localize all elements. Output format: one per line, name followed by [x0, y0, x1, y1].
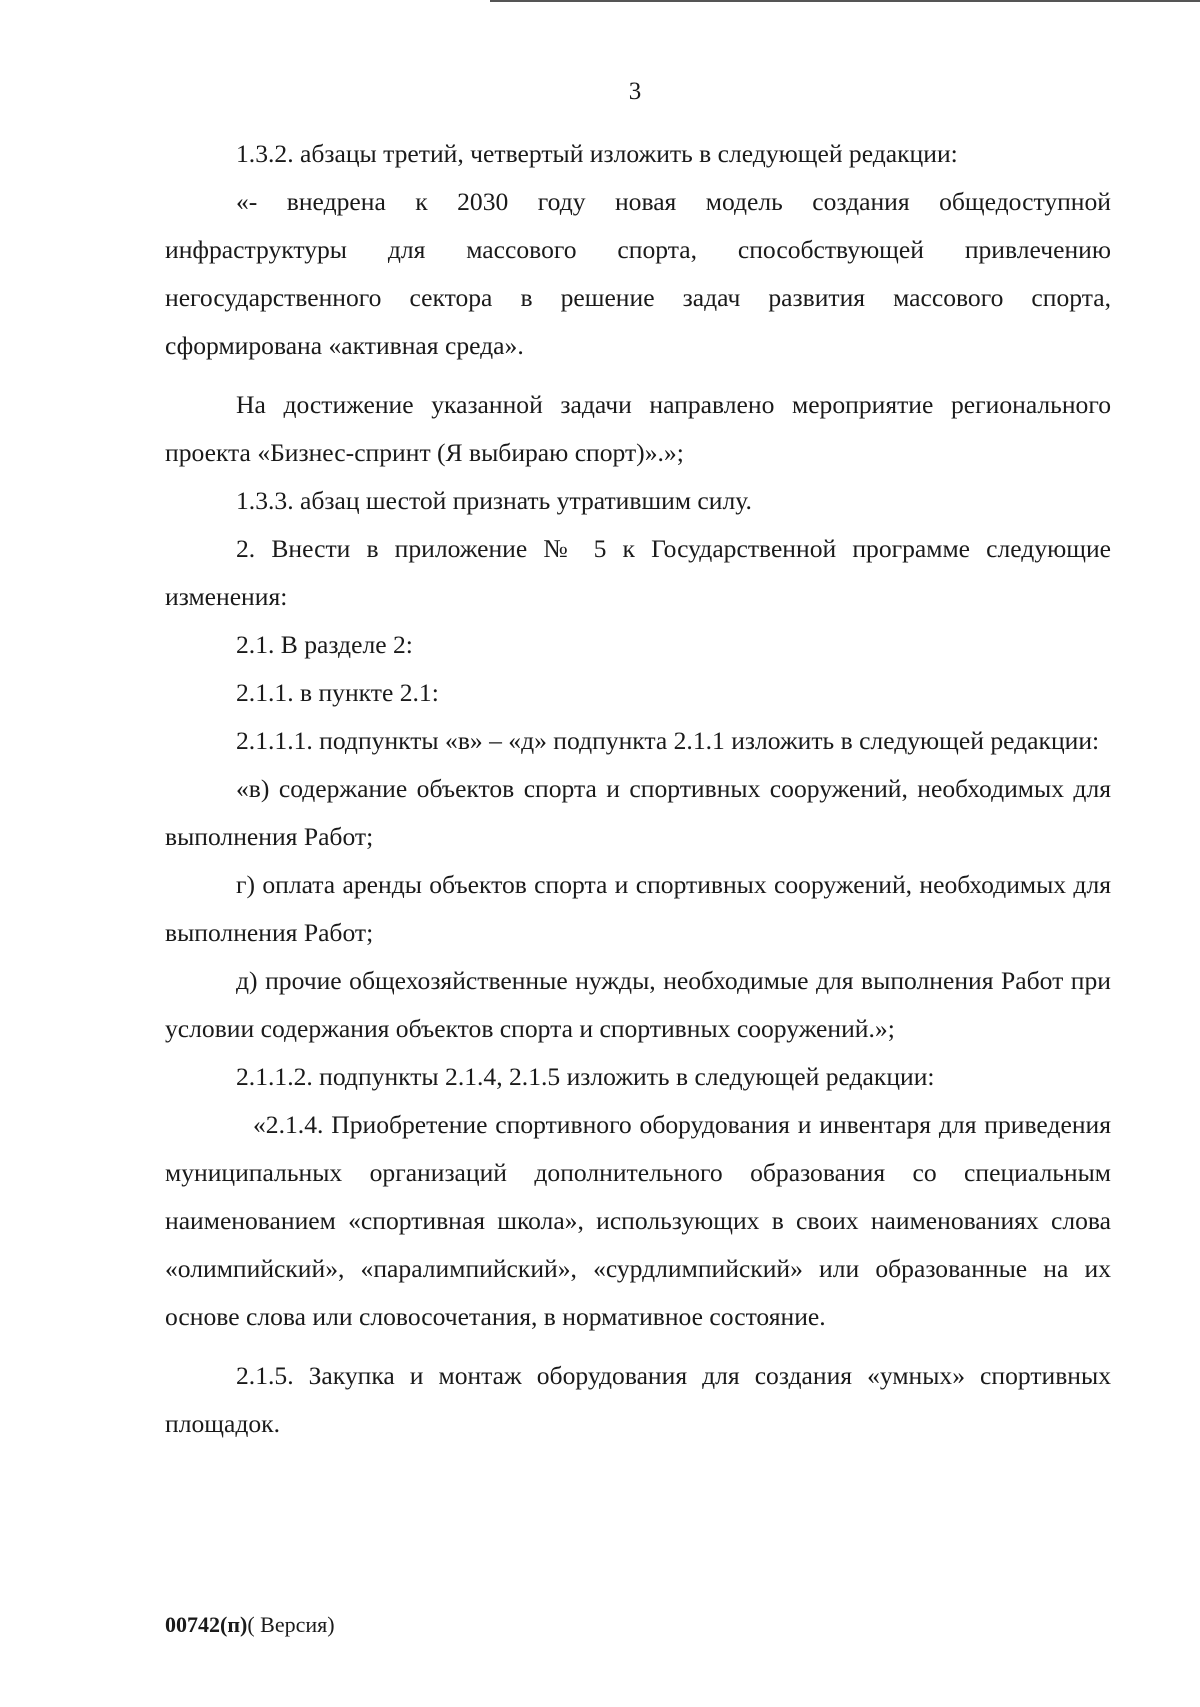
document-body [165, 130, 1111, 1448]
paragraph-2: 2. Внести в приложение № 5 к Государственной программе следующие изменения: [165, 534, 1111, 611]
paragraph-2-1: 2.1. В разделе 2: [236, 630, 413, 659]
paragraph-subitem-g: г) оплата аренды объектов спорта и спортивных сооружений, необходимых для выполнения Работ; [165, 870, 1111, 947]
paragraph-2-1-1: 2.1.1. в пункте 2.1: [236, 678, 439, 707]
paragraph-2-1-4: «2.1.4. Приобретение спортивного оборудования и инвентаря для приведения муниципальных организаций дополнительного образования со специальным наименованием «спортивная школа», использующих в своих наименованиях слова «олимпийский», «паралимпийский», «сурдлимпийский» или образованные на их основе слова или словосочетания, в нормативное состояние. [165, 1110, 1111, 1331]
paragraph-2-1-1-2: 2.1.1.2. подпункты 2.1.4, 2.1.5 изложить в следующей редакции: [236, 1062, 935, 1091]
document-code: 00742(п) [165, 1612, 248, 1637]
document-version: ( Версия) [247, 1612, 335, 1637]
document-footer [165, 1612, 335, 1638]
paragraph-quote-infrastructure: «- внедрена к 2030 году новая модель создания общедоступной инфраструктуры для массового спорта, способствующей привлечению негосударственного сектора в решение задач развития массового спорта, сформирована «активная среда». [165, 187, 1111, 360]
paragraph-subitem-v: «в) содержание объектов спорта и спортивных сооружений, необходимых для выполнения Работ; [165, 774, 1111, 851]
page-number: 3 [628, 78, 642, 105]
paragraph-regional-project: На достижение указанной задачи направлено мероприятие регионального проекта «Бизнес-спринт (Я выбираю спорт)».»; [165, 390, 1111, 467]
paragraph-2-1-5: 2.1.5. Закупка и монтаж оборудования для создания «умных» спортивных площадок. [165, 1361, 1111, 1438]
paragraph-1-3-2: 1.3.2. абзацы третий, четвертый изложить в следующей редакции: [236, 139, 958, 168]
paragraph-2-1-1-1: 2.1.1.1. подпункты «в» – «д» подпункта 2.1.1 изложить в следующей редакции: [236, 726, 1100, 755]
paragraph-subitem-d: д) прочие общехозяйственные нужды, необходимые для выполнения Работ при условии содержания объектов спорта и спортивных сооружений.»; [165, 966, 1111, 1043]
top-rule [490, 0, 1200, 2]
paragraph-1-3-3: 1.3.3. абзац шестой признать утратившим силу. [236, 486, 752, 515]
